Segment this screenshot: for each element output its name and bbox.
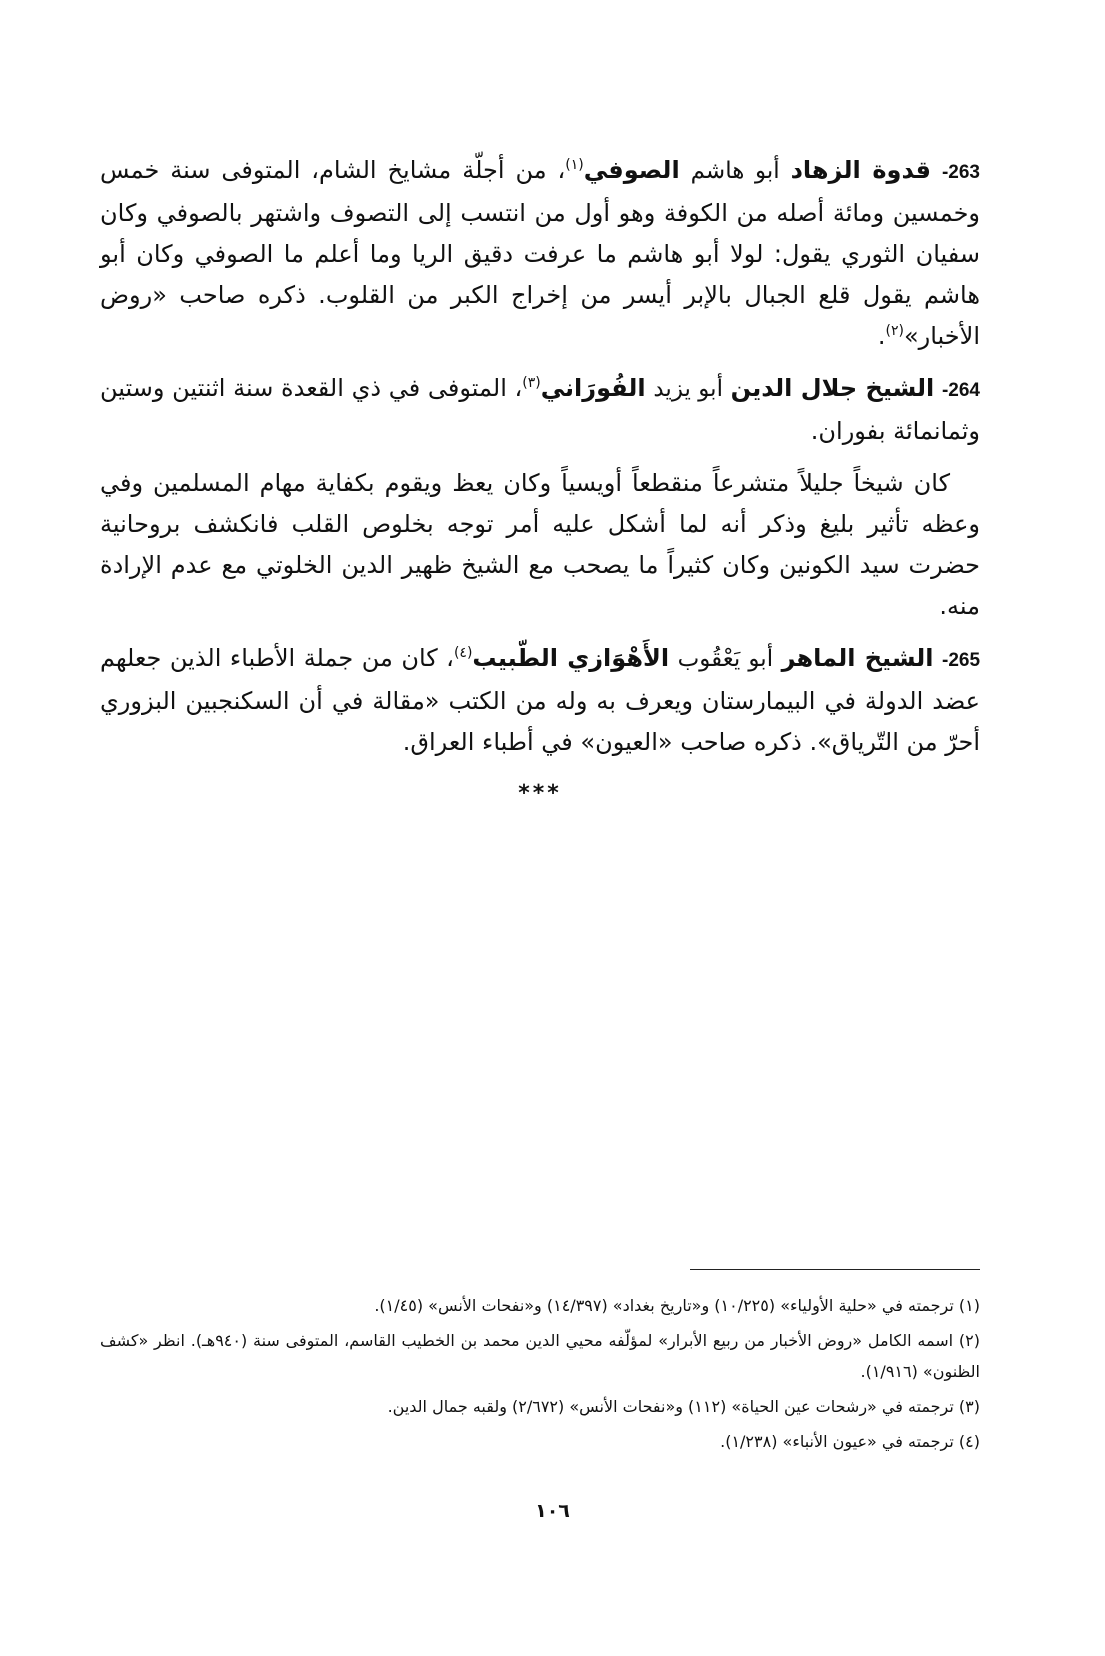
entry-263 <box>100 150 980 357</box>
entry-body: ، من أجلّة مشايخ الشام، المتوفى سنة خمس وخمسين ومائة أصله من الكوفة وهو أول من انتسب إلى التصوف واشتهر بالصوفي وكان سفيان الثوري يقول: لولا أبو هاشم ما عرفت دقيق الريا وما أعلم ما الصوفي وكان أبو هاشم يقول قلع الجبال بالإبر أيسر من إخراج الكبر من القلوب. ذكره صاحب «روض الأخبار» <box>100 156 980 350</box>
footnote-divider <box>690 1269 980 1270</box>
footnote-4: (٤) ترجمته في «عيون الأنباء» (١/٢٣٨). <box>720 1432 980 1451</box>
entry-end: . <box>877 322 886 350</box>
entry-body: ، كان من جملة الأطباء الذين جعلهم عضد الدولة في البيمارستان ويعرف به وله من الكتب «مقالة في أن السكنجبين البزوري أحرّ من التّرياق». ذكره صاحب «العيون» في أطباء العراق. <box>100 644 980 756</box>
entry-kunya: أبو هاشم <box>690 158 780 184</box>
entry-nisba: الصوفي <box>583 156 680 184</box>
entry-264 <box>100 368 980 452</box>
section-separator: *** <box>518 781 562 806</box>
entry-title: الشيخ جلال الدين <box>730 374 935 402</box>
footnote-3: (٣) ترجمته في «رشحات عين الحياة» (١١٢) و«نفحات الأنس» (٢/٦٧٢) ولقبه جمال الدين. <box>387 1397 980 1416</box>
footnote-ref: (٢) <box>885 323 904 339</box>
entry-title: الشيخ الماهر <box>781 644 934 672</box>
footnotes <box>100 1290 980 1461</box>
main-text <box>100 150 980 806</box>
entry-number: 264- <box>941 380 980 401</box>
entry-264-paragraph: كان شيخاً جليلاً متشرعاً منقطعاً أويسياً وكان يعظ ويقوم بكفاية مهام المسلمين وفي وعظه تأثير بليغ وذكر أنه لما أشكل عليه أمر توجه بخلوص القلب فانكشف بروحانية حضرت سيد الكونين وكان كثيراً ما يصحب مع الشيخ ظهير الدين الخلوتي مع عدم الإرادة منه. <box>100 469 980 620</box>
entry-kunya: أبو يزيد <box>653 376 723 402</box>
entry-title: قدوة الزهاد <box>790 156 932 184</box>
entry-body: ، المتوفى في ذي القعدة سنة اثنتين وستين وثمانمائة بفوران. <box>100 374 980 445</box>
entry-number: 265- <box>941 650 981 671</box>
footnote-ref: (٤) <box>453 645 473 661</box>
footnote-ref: (١) <box>565 157 584 173</box>
entry-265 <box>100 638 980 763</box>
footnote-1: (١) ترجمته في «حلية الأولياء» (١٠/٢٢٥) و«تاريخ بغداد» (١٤/٣٩٧) و«نفحات الأنس» (١/٤٥). <box>374 1296 980 1315</box>
entry-kunya: أبو يَعْقُوب <box>677 646 774 672</box>
entry-number: 263- <box>941 162 980 183</box>
footnote-ref: (٣) <box>522 375 541 391</box>
entry-nisba: الأَهْوَازي الطّبيب <box>472 644 670 672</box>
footnote-2: (٢) اسمه الكامل «روض الأخبار من ربيع الأبرار» لمؤلّفه محيي الدين محمد بن الخطيب القاسم، المتوفى سنة (٩٤٠هـ). انظر «كشف الظنون» (١/٩١٦). <box>100 1331 981 1381</box>
page-number: ١٠٦ <box>535 1500 570 1522</box>
entry-nisba: الفُورَاني <box>540 374 646 402</box>
